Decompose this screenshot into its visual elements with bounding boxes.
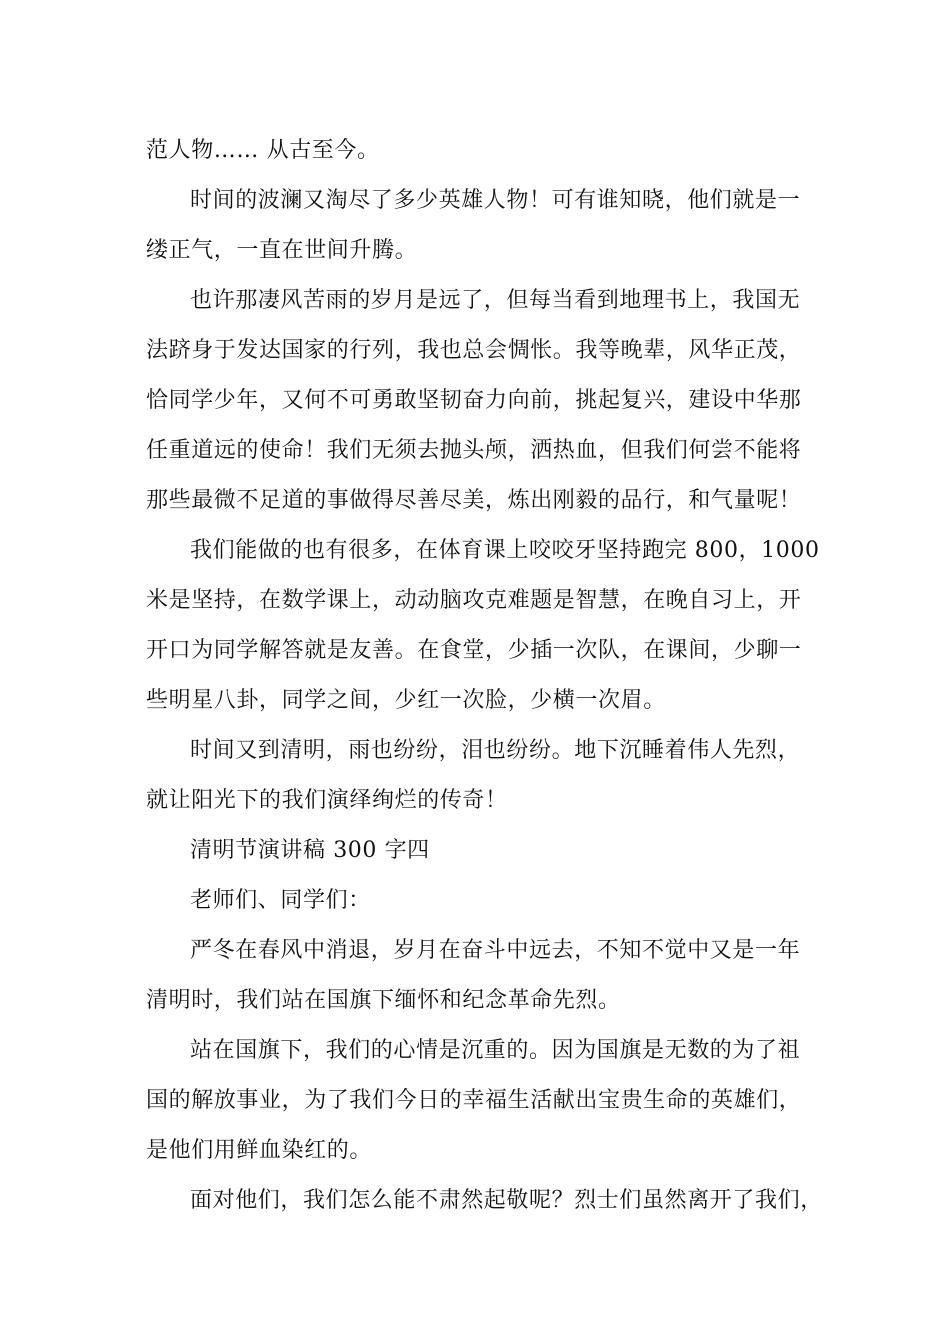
- text-line: 些明星八卦，同学之间，少红一次脸，少横一次眉。: [146, 688, 666, 713]
- paragraph-start-line: 时间的波澜又淘尽了多少英雄人物！可有谁知晓，他们就是一: [190, 188, 801, 213]
- text-line: 开口为同学解答就是友善。在食堂，少插一次队，在课间，少聊一: [146, 638, 802, 663]
- text-line: 任重道远的使命！我们无须去抛头颅，洒热血，但我们何尝不能将: [146, 438, 802, 463]
- text-line: 清明时，我们站在国旗下缅怀和纪念革命先烈。: [146, 988, 621, 1013]
- text-line: 那些最微不足道的事做得尽善尽美，炼出刚毅的品行，和气量呢！: [146, 488, 802, 513]
- text-line: 就让阳光下的我们演绎绚烂的传奇！: [146, 788, 508, 813]
- paragraph-start-line: 站在国旗下，我们的心情是沉重的。因为国旗是无数的为了祖: [190, 1038, 801, 1063]
- section-heading: 清明节演讲稿 300 字四: [190, 838, 430, 863]
- paragraph-start-line: 我们能做的也有很多，在体育课上咬咬牙坚持跑完 800，1000: [190, 538, 820, 563]
- text-line: 是他们用鲜血染红的。: [146, 1138, 373, 1163]
- text-line: 国的解放事业，为了我们今日的幸福生活献出宝贵生命的英雄们，: [146, 1088, 802, 1113]
- paragraph-start-line: 面对他们，我们怎么能不肃然起敬呢？烈士们虽然离开了我们，: [190, 1188, 823, 1213]
- document-body: [146, 126, 823, 1226]
- text-line: 恰同学少年，又何不可勇敢坚韧奋力向前，挑起复兴，建设中华那: [146, 388, 802, 413]
- text-line: 米是坚持，在数学课上，动动脑攻克难题是智慧，在晚自习上，开: [146, 588, 802, 613]
- paragraph-start-line: 也许那凄风苦雨的岁月是远了，但每当看到地理书上，我国无: [190, 288, 801, 313]
- text-line: 范人物…… 从古至今。: [146, 138, 380, 163]
- salutation: 老师们、同学们：: [190, 888, 371, 913]
- text-line: 法跻身于发达国家的行列，我也总会惆怅。我等晚辈，风华正茂，: [146, 338, 802, 363]
- text-line: 缕正气，一直在世间升腾。: [146, 238, 418, 263]
- paragraph-start-line: 严冬在春风中消退，岁月在奋斗中远去，不知不觉中又是一年: [190, 938, 801, 963]
- paragraph-start-line: 时间又到清明，雨也纷纷，泪也纷纷。地下沉睡着伟人先烈，: [190, 738, 801, 763]
